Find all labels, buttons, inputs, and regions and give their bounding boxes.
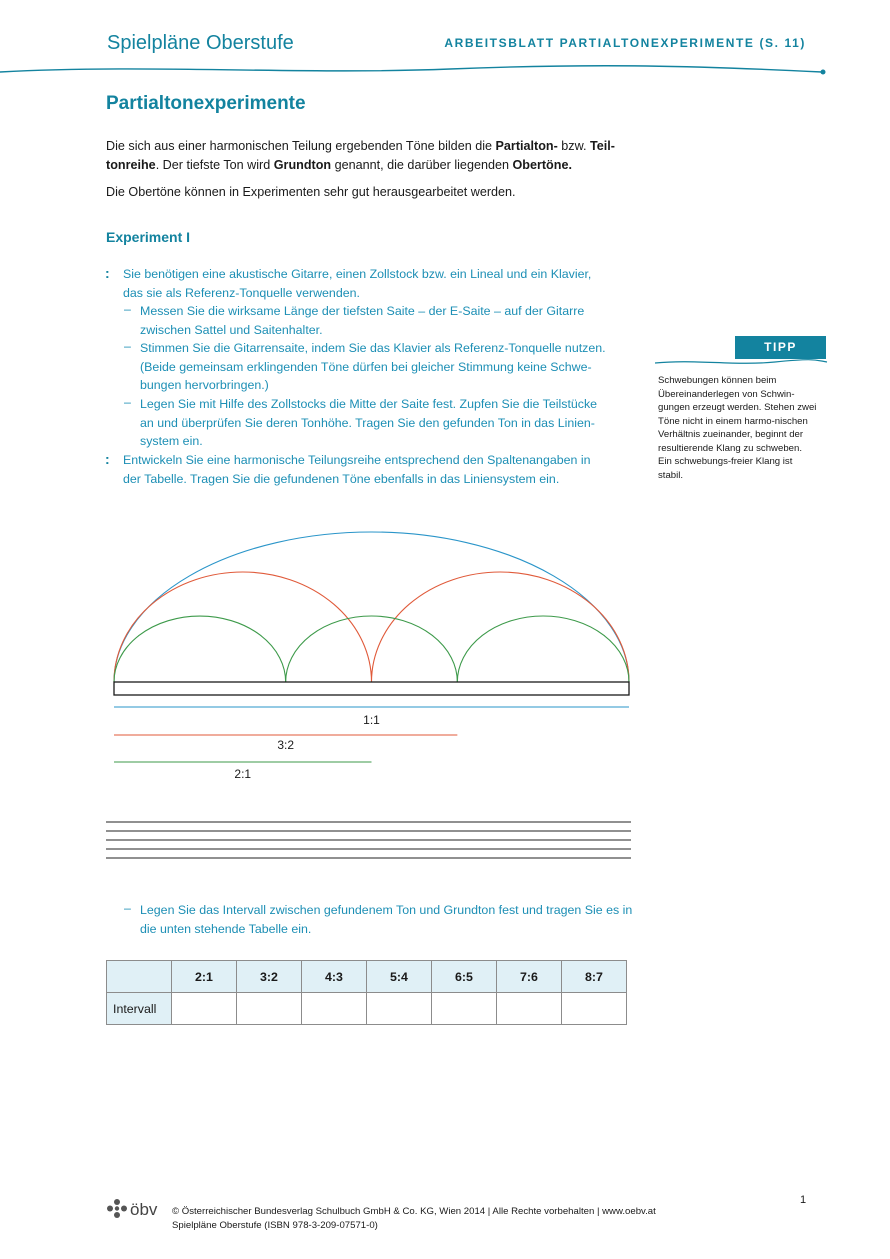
instruction-line: zwischen Sattel und Saitenhalter. bbox=[140, 322, 323, 337]
dash-marker: – bbox=[124, 395, 131, 409]
instruction-line: an und überprüfen Sie deren Tonhöhe. Tragen Sie den gefunden Ton in das Linien- bbox=[140, 415, 595, 430]
instruction-line: Sie benötigen eine akustische Gitarre, einen Zollstock bzw. ein Lineal und ein Klavier, bbox=[123, 267, 592, 281]
table-cell[interactable] bbox=[367, 993, 432, 1025]
instruction-line: Stimmen Sie die Gitarrensaite, indem Sie das Klavier als Referenz-Tonquelle nutzen. bbox=[140, 341, 606, 355]
table-col-header: 6:5 bbox=[432, 961, 497, 993]
table-col-header: 2:1 bbox=[172, 961, 237, 993]
header-title: Spielpläne Oberstufe bbox=[107, 32, 294, 54]
publisher-logo bbox=[106, 1198, 166, 1220]
music-staff bbox=[0, 815, 890, 860]
table-col-header: 5:4 bbox=[367, 961, 432, 993]
intro-paragraph-2: Die Obertöne können in Experimenten sehr gut herausgearbeitet werden. bbox=[106, 185, 516, 199]
harmonic-arc bbox=[114, 532, 629, 682]
guitar-string-bar bbox=[114, 682, 629, 695]
instruction-line: Legen Sie mit Hilfe des Zollstocks die Mitte der Saite fest. Zupfen Sie die Teilstücke bbox=[140, 397, 598, 411]
worksheet-label: ARBEITSBLATT PARTIALTONEXPERIMENTE (S. 11) bbox=[444, 36, 806, 50]
table-cell[interactable] bbox=[302, 993, 367, 1025]
instruction-line: Messen Sie die wirksame Länge der tiefsten Saite – der E-Saite – auf der Gitarre bbox=[140, 304, 585, 318]
table-cell[interactable] bbox=[237, 993, 302, 1025]
intro-paragraph: Die sich aus einer harmonischen Teilung ergebenden Töne bilden die Partialton- bzw. Teil- tonreihe. Der tiefste Ton wird Grundton genannt, die darüber liegenden Obertöne. bbox=[106, 139, 615, 172]
harmonic-arc bbox=[457, 616, 629, 682]
table-col-header: 4:3 bbox=[302, 961, 367, 993]
table-col-header: 3:2 bbox=[237, 961, 302, 993]
dash-marker: – bbox=[124, 339, 131, 353]
tipp-label: TIPP bbox=[735, 336, 826, 359]
logo-text: öbv bbox=[130, 1200, 158, 1219]
dash-marker: – bbox=[124, 302, 131, 316]
page-number: 1 bbox=[800, 1194, 807, 1206]
footer-isbn: Spielpläne Oberstufe (ISBN 978-3-209-07571-0) bbox=[172, 1220, 378, 1231]
ratio-label: 1:1 bbox=[363, 713, 380, 727]
header-wave-line bbox=[0, 60, 890, 80]
table-cell[interactable] bbox=[432, 993, 497, 1025]
instruction-line: bungen hervorbringen.) bbox=[140, 378, 269, 392]
instruction-line: (Beide gemeinsam erklingenden Töne dürfen bei gleicher Stimmung keine Schwe- bbox=[140, 359, 592, 374]
harmonic-arc bbox=[114, 616, 286, 682]
instruction-line: der Tabelle. Tragen Sie die gefundenen Töne ebenfalls in das Liniensystem ein. bbox=[123, 471, 560, 486]
table-cell[interactable] bbox=[497, 993, 562, 1025]
bullet-marker: : bbox=[105, 265, 110, 281]
dash-marker: – bbox=[124, 901, 131, 915]
footer-copyright bbox=[172, 1205, 656, 1233]
table-cell[interactable] bbox=[172, 993, 237, 1025]
string-division-diagram bbox=[0, 510, 890, 800]
instruction-line: Entwickeln Sie eine harmonische Teilungsreihe entsprechend den Spaltenangaben in bbox=[123, 453, 591, 467]
table-corner-cell bbox=[107, 961, 172, 993]
ratio-label: 2:1 bbox=[234, 767, 252, 781]
ratio-label: 3:2 bbox=[277, 738, 295, 752]
interval-task: Legen Sie das Intervall zwischen gefundenem Ton und Grundton fest und tragen Sie es in die unten stehende Tabelle ein. bbox=[140, 903, 633, 936]
instruction-line: das sie als Referenz-Tonquelle verwenden. bbox=[123, 285, 360, 300]
page-title: Partialtonexperimente bbox=[106, 93, 306, 114]
tipp-wave-line bbox=[655, 356, 830, 368]
interval-table bbox=[106, 960, 627, 1025]
table-row-label: Intervall bbox=[107, 993, 172, 1025]
table-header-row bbox=[107, 961, 627, 993]
table-row bbox=[107, 993, 627, 1025]
tipp-text: Schwebungen können beim Übereinanderlegen von Schwin-gungen erzeugt werden. Stehen zwei Töne nicht in einem harmo-nischen Verhältnis zueinander, beginnt der resultierende Klang zu schweben. Ein schwebungs-freier Klang ist stabil. bbox=[658, 375, 817, 481]
experiment-heading: Experiment I bbox=[106, 229, 191, 245]
bullet-marker: : bbox=[105, 451, 110, 467]
table-cell[interactable] bbox=[562, 993, 627, 1025]
table-col-header: 8:7 bbox=[562, 961, 627, 993]
instruction-line: system ein. bbox=[140, 434, 203, 448]
table-col-header: 7:6 bbox=[497, 961, 562, 993]
footer-line: © Österreichischer Bundesverlag Schulbuch GmbH & Co. KG, Wien 2014 | Alle Rechte vorbehalten | www.oebv.at bbox=[172, 1206, 656, 1217]
